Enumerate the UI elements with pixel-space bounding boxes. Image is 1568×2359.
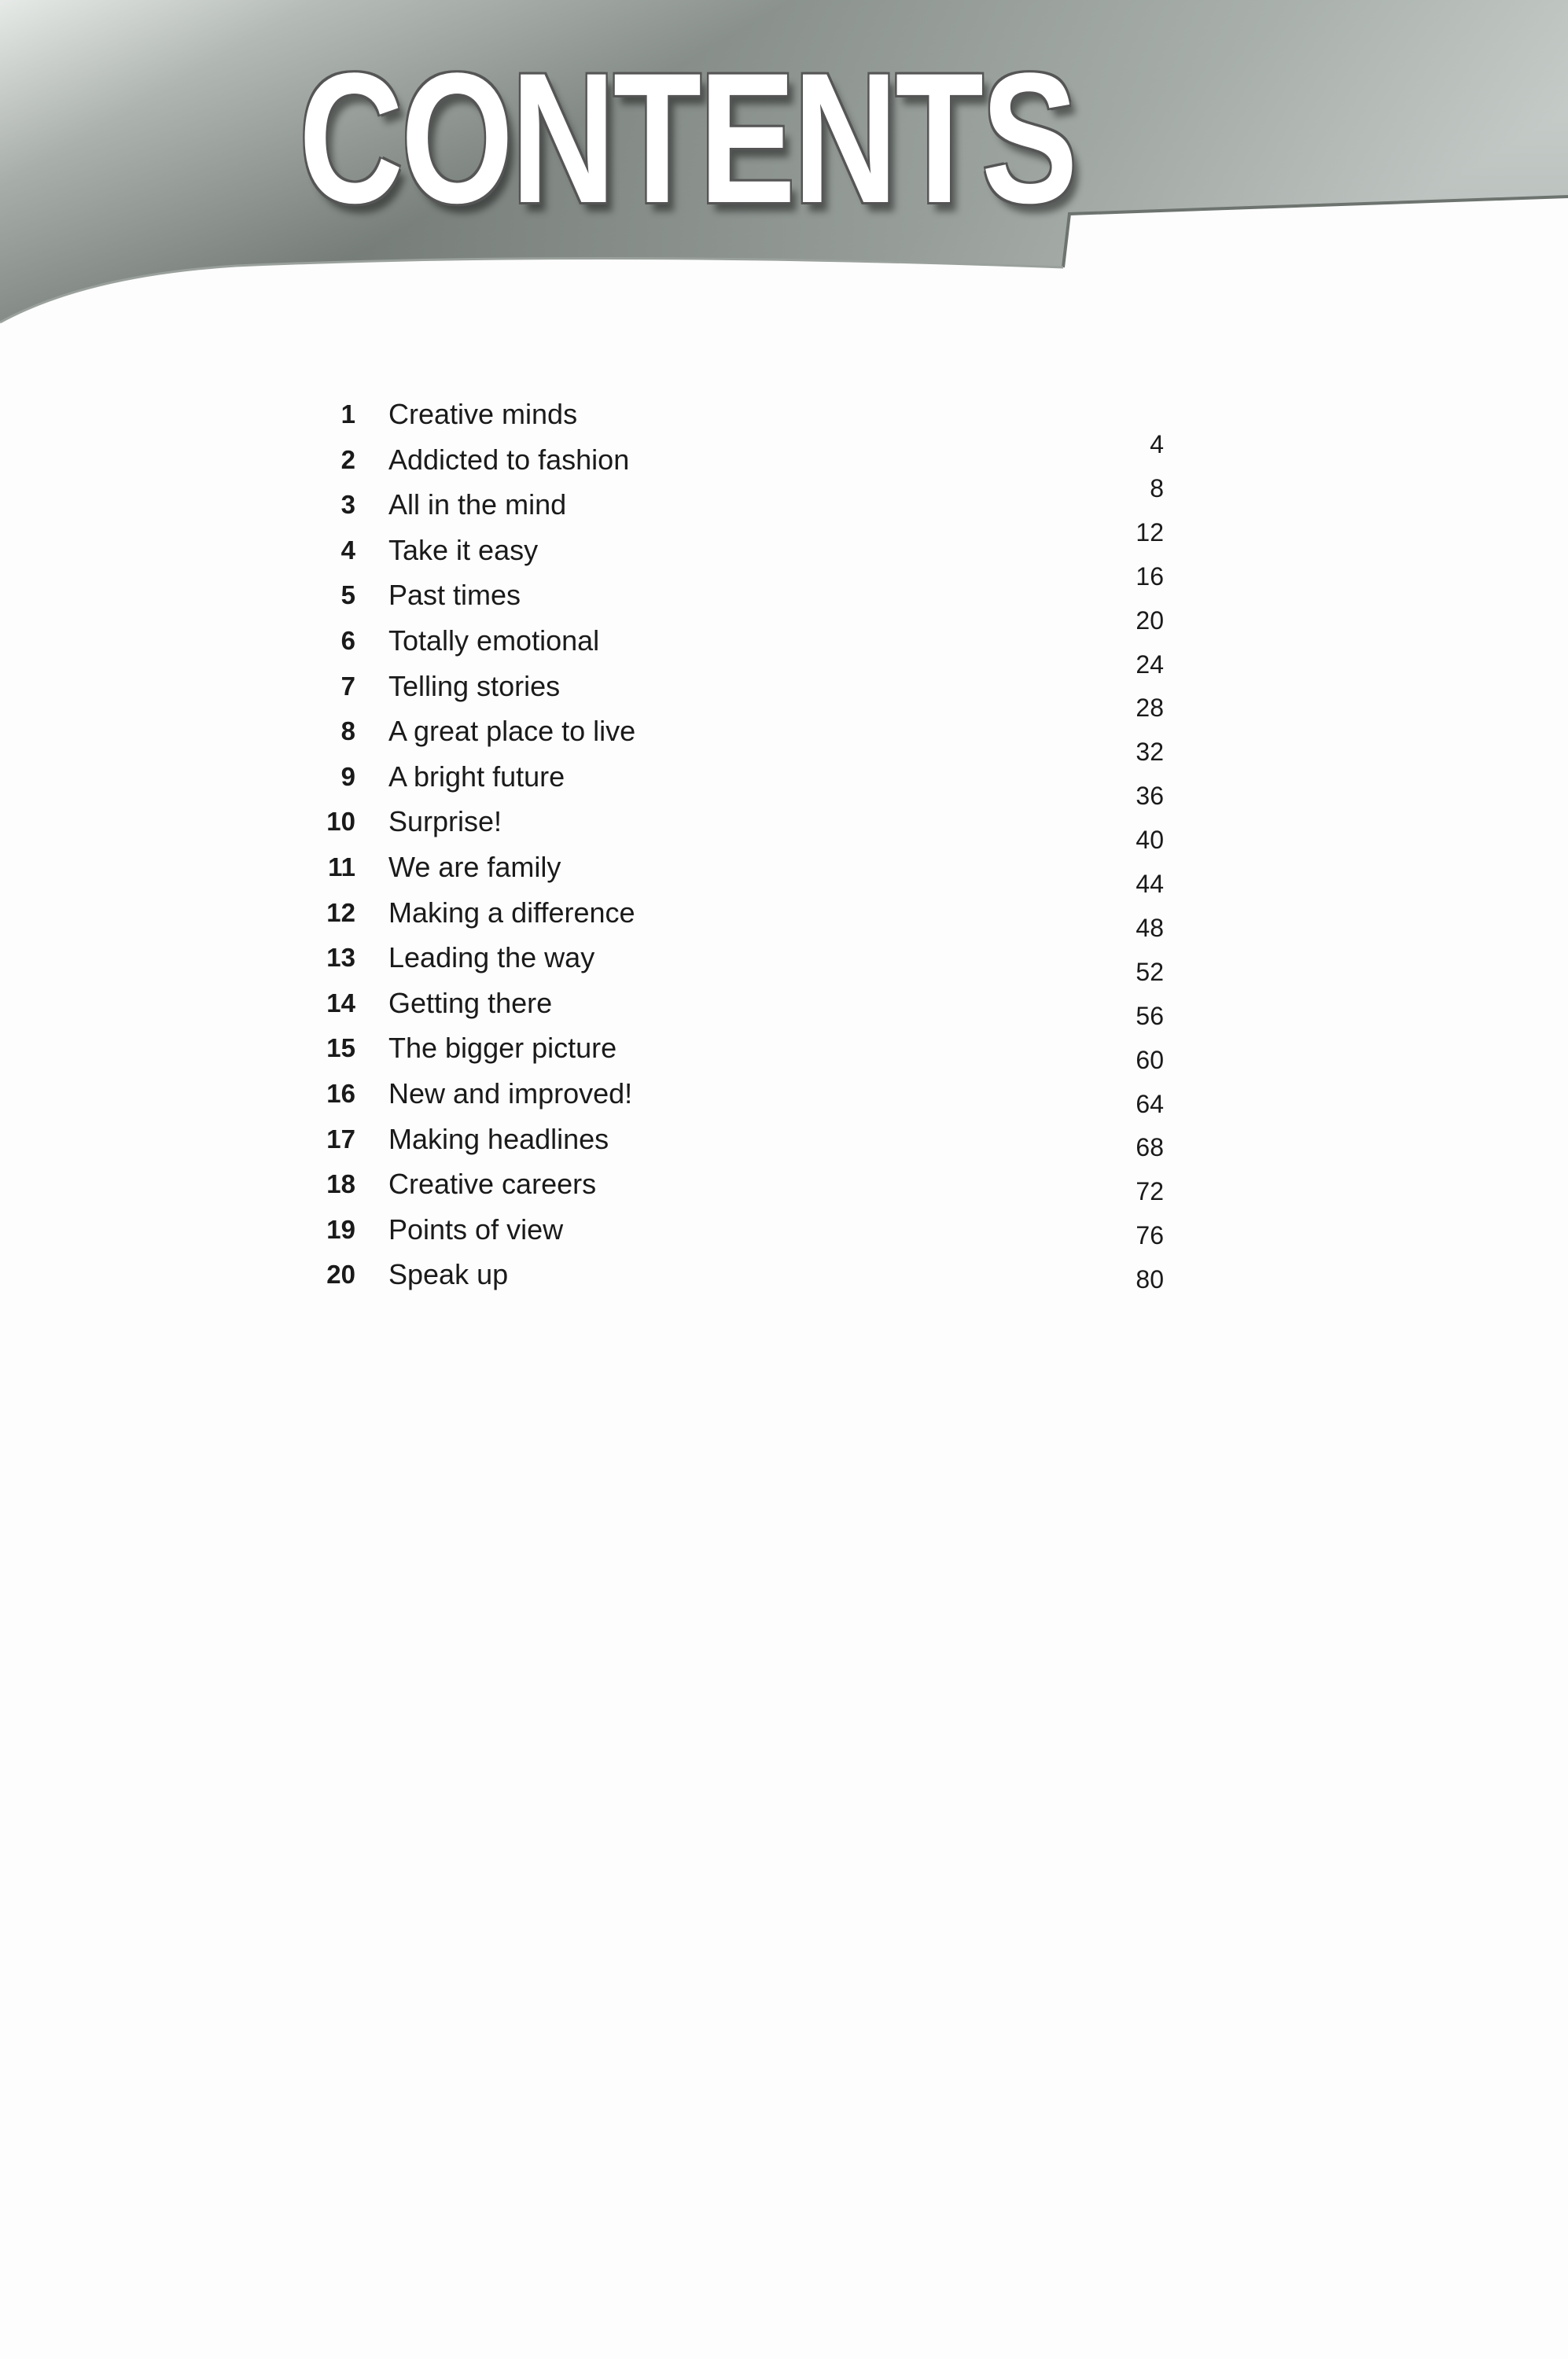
contents-entry: [0, 1029, 1568, 1067]
page-number: 36: [1136, 782, 1164, 811]
unit-number: 6: [340, 626, 355, 655]
contents-entry: [0, 803, 1568, 841]
contents-entry: [0, 894, 1568, 932]
contents-entry: [0, 486, 1568, 524]
contents-entry: [0, 1211, 1568, 1249]
unit-number: 1: [340, 399, 355, 429]
contents-entry: [0, 848, 1568, 886]
contents-entry: [0, 396, 1568, 433]
unit-number: 20: [326, 1260, 355, 1290]
page-number: 76: [1136, 1221, 1164, 1250]
page-number: 4: [1150, 430, 1164, 458]
unit-title: Making a difference: [388, 896, 635, 929]
unit-number: 19: [326, 1214, 355, 1244]
page-title: CONTENTS: [299, 35, 1076, 242]
unit-number: 17: [326, 1124, 355, 1154]
unit-title: We are family: [388, 851, 561, 883]
unit-title: Making headlines: [388, 1122, 609, 1155]
contents-entry: [0, 622, 1568, 660]
contents-entry: [0, 984, 1568, 1022]
unit-number: 13: [326, 943, 355, 973]
contents-entry: [0, 1075, 1568, 1113]
contents-entry: [0, 1121, 1568, 1158]
unit-title: Addicted to fashion: [388, 443, 630, 476]
unit-title: Creative careers: [388, 1168, 597, 1201]
unit-title: Leading the way: [388, 941, 595, 974]
unit-number: 10: [326, 807, 355, 837]
contents-entry: [0, 939, 1568, 977]
unit-number: 9: [340, 761, 355, 791]
page-number: 8: [1150, 473, 1164, 502]
unit-title: New and improved!: [388, 1077, 633, 1110]
page-number: 68: [1136, 1133, 1164, 1162]
page-number: 12: [1136, 517, 1164, 547]
unit-number: 18: [326, 1169, 355, 1199]
unit-number: 8: [340, 716, 355, 746]
contents-entry: [0, 712, 1568, 750]
page-number: 52: [1136, 957, 1164, 986]
unit-number: 15: [326, 1033, 355, 1063]
unit-number: 11: [328, 852, 355, 881]
unit-title: All in the mind: [388, 488, 567, 521]
page-number: 28: [1136, 694, 1164, 723]
page-number: 20: [1136, 605, 1164, 635]
page-number: 44: [1136, 870, 1164, 898]
unit-title: A bright future: [388, 760, 565, 793]
contents-entry: [0, 576, 1568, 614]
page-number: 64: [1136, 1089, 1164, 1118]
page-number: 80: [1136, 1265, 1164, 1294]
unit-title: Surprise!: [388, 805, 502, 838]
page-number: 24: [1136, 650, 1164, 679]
unit-number: 5: [340, 580, 355, 610]
page-number: 40: [1136, 826, 1164, 855]
page-number: 32: [1136, 738, 1164, 767]
unit-number: 4: [340, 535, 355, 565]
unit-number: 3: [340, 490, 355, 520]
unit-title: Totally emotional: [388, 624, 600, 657]
unit-number: 14: [326, 988, 355, 1018]
unit-title: A great place to live: [388, 715, 636, 748]
unit-title: Creative minds: [388, 398, 578, 430]
unit-title: Speak up: [388, 1258, 509, 1291]
page-number: 16: [1136, 561, 1164, 591]
unit-title: Past times: [388, 579, 521, 612]
unit-title: Take it easy: [388, 533, 539, 566]
unit-title: The bigger picture: [388, 1032, 617, 1065]
page-number: 60: [1136, 1045, 1164, 1074]
unit-number: 16: [326, 1079, 355, 1108]
contents-entry: [0, 1256, 1568, 1294]
contents-entry: [0, 532, 1568, 569]
unit-title: Telling stories: [388, 669, 561, 702]
unit-number: 7: [340, 671, 355, 701]
contents-entry: [0, 668, 1568, 705]
page-number: 48: [1136, 913, 1164, 942]
unit-number: 2: [340, 444, 355, 474]
unit-title: Points of view: [388, 1213, 564, 1246]
unit-number: 12: [326, 897, 355, 927]
contents-entry: [0, 441, 1568, 479]
page-number: 72: [1136, 1177, 1164, 1206]
contents-entry: [0, 1165, 1568, 1203]
page-number: 56: [1136, 1001, 1164, 1030]
contents-entry: [0, 758, 1568, 796]
unit-title: Getting there: [388, 986, 553, 1019]
